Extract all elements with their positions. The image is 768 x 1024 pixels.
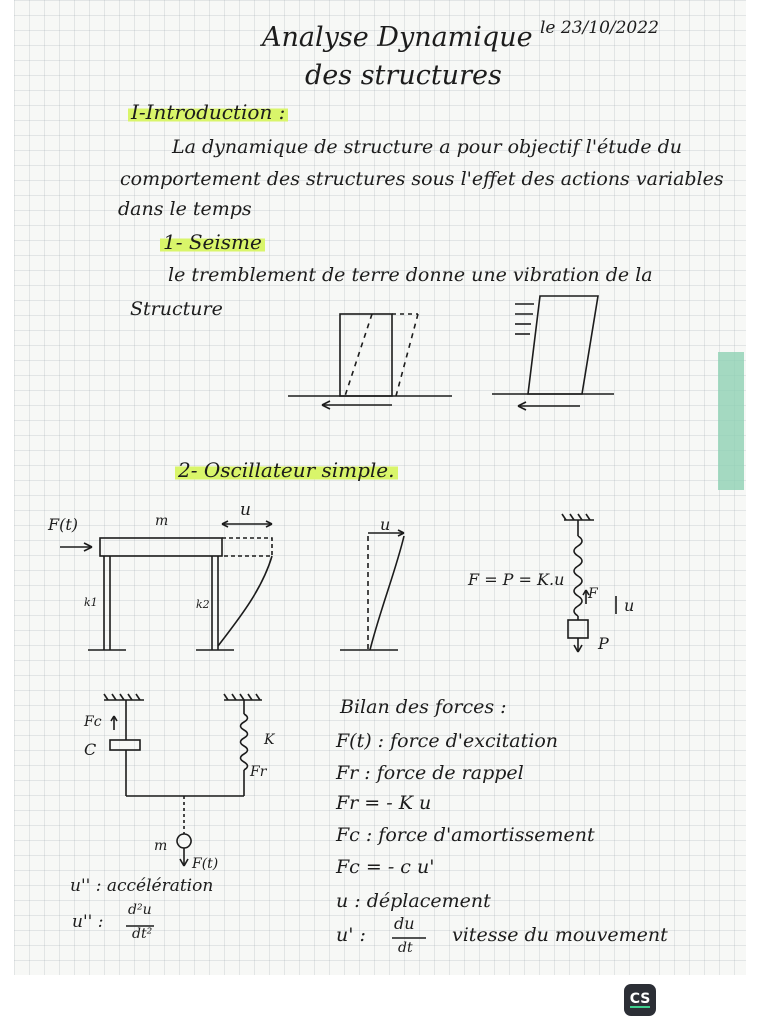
- weight-label: P: [598, 634, 609, 653]
- spring-force-label: F: [588, 586, 598, 602]
- camscanner-logo: [624, 984, 656, 1016]
- seisme-frame-tilted: [492, 296, 614, 410]
- intro-heading-text: I-Introduction :: [128, 100, 288, 124]
- deformed-column: [340, 530, 404, 650]
- k1-label: k1: [84, 596, 98, 609]
- c-label: C: [84, 740, 97, 759]
- bilan-heading: Bilan des forces :: [340, 696, 507, 718]
- bilan-line-4: Fc : force d'amortissement: [336, 824, 595, 846]
- k2-label: k2: [196, 598, 210, 611]
- intro-text-1: La dynamique de structure a pour objectif l'étude du: [172, 136, 683, 158]
- accel-num: d²u: [128, 902, 152, 918]
- mass-label: m: [155, 513, 169, 529]
- oscillator-frame: [60, 521, 272, 650]
- fr-label: Fr: [250, 764, 267, 780]
- equation-text: F = P = K.u: [468, 570, 565, 589]
- spring-mass: [562, 514, 616, 652]
- intro-text-2: comportement des structures sous l'effet des actions variables: [120, 168, 724, 190]
- fc-label: Fc: [84, 714, 102, 730]
- title-line-2: des structures: [305, 60, 502, 91]
- seisme-text-1: le tremblement de terre donne une vibration de la: [168, 264, 653, 286]
- velocity-prefix: u' :: [336, 924, 366, 946]
- velocity-den: dt: [398, 940, 413, 956]
- disp-label-2: u: [380, 515, 391, 534]
- seisme-text-2: Structure: [130, 298, 223, 320]
- bilan-line-3: Fr = - K u: [336, 792, 432, 814]
- velocity-num: du: [394, 914, 415, 933]
- title-line-1: Analyse Dynamique: [262, 22, 533, 53]
- k-label: K: [264, 732, 275, 748]
- bilan-line-2: Fr : force de rappel: [336, 762, 524, 784]
- accel-line: u'' : accélération: [70, 876, 214, 896]
- bilan-line-1: F(t) : force d'excitation: [336, 730, 559, 752]
- accel-den: dt²: [132, 926, 153, 942]
- seisme-heading-text: 1- Seisme: [160, 230, 265, 254]
- velocity-text: vitesse du mouvement: [452, 924, 668, 946]
- spring-disp-label: u: [624, 596, 635, 615]
- seisme-frame-undeformed: [288, 314, 452, 409]
- m-label: m: [154, 838, 168, 854]
- disp-label: u: [240, 500, 251, 520]
- accel-prefix: u'' :: [72, 912, 104, 932]
- damper-system: [104, 694, 262, 866]
- intro-text-3: dans le temps: [118, 198, 252, 220]
- badge-text: CS: [629, 991, 651, 1007]
- bilan-line-5: Fc = - c u': [336, 856, 435, 878]
- date-text: le 23/10/2022: [540, 18, 659, 38]
- force-label: F(t): [48, 515, 79, 534]
- oscillateur-heading-text: 2- Oscillateur simple.: [175, 458, 398, 482]
- ft-label: F(t): [192, 856, 219, 872]
- bilan-line-6: u : déplacement: [336, 890, 491, 912]
